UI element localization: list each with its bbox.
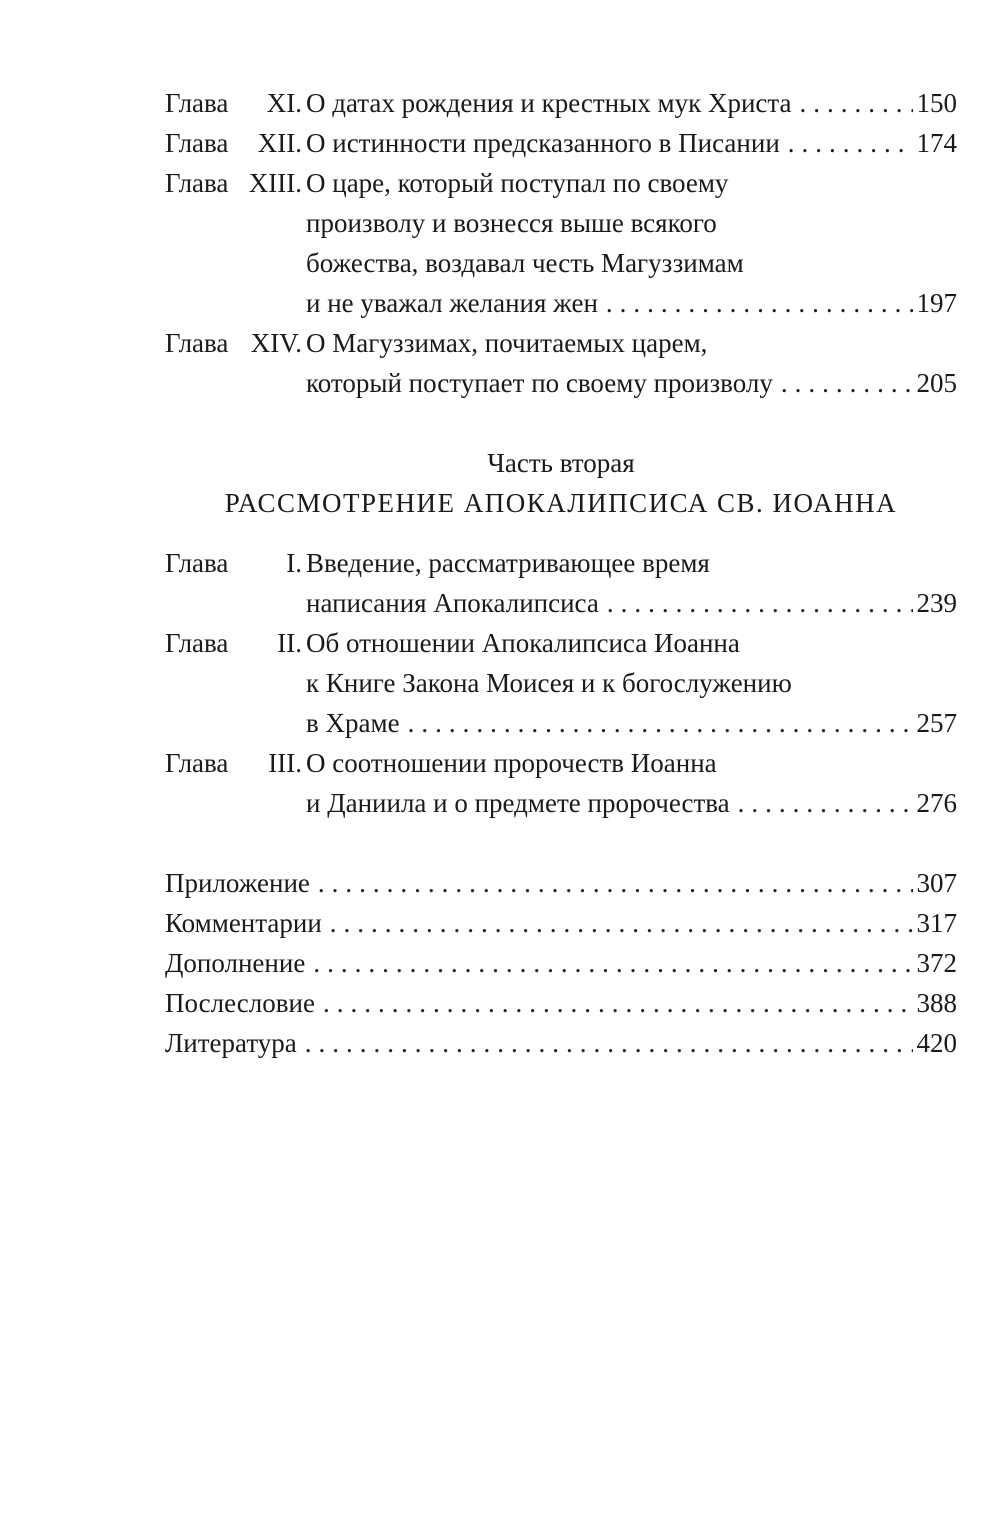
dot-leader bbox=[315, 983, 913, 1023]
toc-line bbox=[165, 123, 957, 163]
toc-line bbox=[165, 323, 957, 363]
toc-line bbox=[165, 623, 957, 663]
dot-leader bbox=[322, 903, 913, 943]
page-number: 307 bbox=[916, 868, 957, 898]
indent bbox=[165, 283, 306, 323]
table-of-contents bbox=[165, 83, 957, 1063]
toc-entry bbox=[165, 83, 957, 123]
chapter-title: произволу и вознесся выше всякого bbox=[306, 208, 717, 238]
chapter-title: который поступает по своему произволу bbox=[306, 368, 773, 398]
indent bbox=[165, 583, 306, 623]
chapter-number: III. bbox=[268, 748, 302, 778]
section-title: Литература bbox=[165, 1028, 297, 1058]
chapter-number: II. bbox=[277, 628, 302, 658]
toc-entry bbox=[165, 983, 957, 1023]
section-title: Дополнение bbox=[165, 948, 306, 978]
toc-entry bbox=[165, 123, 957, 163]
chapter-title: О соотношении пророчеств Иоанна bbox=[306, 748, 717, 778]
toc-line bbox=[165, 363, 957, 403]
chapter-number: XIV. bbox=[250, 328, 302, 358]
chapter-title: О Магуззимах, почитаемых царем, bbox=[306, 328, 708, 358]
page-number: 388 bbox=[916, 988, 957, 1018]
toc-entry bbox=[165, 903, 957, 943]
toc-line bbox=[165, 783, 957, 823]
chapter-title: к Книге Закона Моисея и к богослужению bbox=[306, 668, 792, 698]
toc-entry bbox=[165, 543, 957, 623]
chapter-label: Глава bbox=[165, 548, 229, 578]
chapter-title: и Даниила и о предмете пророчества bbox=[306, 788, 730, 818]
page-number: 205 bbox=[916, 368, 957, 398]
chapter-title: О датах рождения и крестных мук Христа bbox=[306, 88, 792, 118]
chapter-number: I. bbox=[286, 548, 302, 578]
indent bbox=[165, 363, 306, 403]
chapter-label: Глава bbox=[165, 168, 229, 198]
chapter-number: XII. bbox=[257, 128, 302, 158]
section-title: Приложение bbox=[165, 868, 310, 898]
part2-entries bbox=[165, 543, 957, 823]
toc-entry bbox=[165, 623, 957, 743]
section-title: Комментарии bbox=[165, 908, 322, 938]
toc-entry bbox=[165, 863, 957, 903]
dot-leader bbox=[599, 583, 913, 623]
toc-entry bbox=[165, 743, 957, 823]
dot-leader bbox=[400, 703, 913, 743]
dot-leader bbox=[305, 943, 913, 983]
page-number: 174 bbox=[916, 128, 957, 158]
toc-line bbox=[165, 663, 957, 703]
chapter-title: в Храме bbox=[306, 708, 400, 738]
page-number: 197 bbox=[916, 288, 957, 318]
back-matter bbox=[165, 863, 957, 1063]
toc-line bbox=[165, 203, 957, 243]
indent bbox=[165, 783, 306, 823]
toc-entry bbox=[165, 163, 957, 323]
toc-line bbox=[165, 743, 957, 783]
page-number: 150 bbox=[916, 88, 957, 118]
chapter-title: Об отношении Апокалипсиса Иоанна bbox=[306, 628, 740, 658]
page-number: 317 bbox=[916, 908, 957, 938]
chapter-title: О царе, который поступал по своему bbox=[306, 168, 729, 198]
chapter-title: и не уважал желания жен bbox=[306, 288, 598, 318]
indent bbox=[165, 203, 306, 243]
indent bbox=[165, 243, 306, 283]
indent bbox=[165, 703, 306, 743]
chapter-label: Глава bbox=[165, 328, 229, 358]
chapter-title: О истинности предсказанного в Писании bbox=[306, 128, 780, 158]
chapter-number: XI. bbox=[266, 88, 302, 118]
page-number: 372 bbox=[916, 948, 957, 978]
chapter-number: XIII. bbox=[248, 168, 302, 198]
chapter-title: написания Апокалипсиса bbox=[306, 588, 599, 618]
chapter-label: Глава bbox=[165, 628, 229, 658]
page-number: 257 bbox=[916, 708, 957, 738]
toc-entry bbox=[165, 323, 957, 403]
chapter-title: Введение, рассматривающее время bbox=[306, 548, 710, 578]
dot-leader bbox=[310, 863, 913, 903]
dot-leader bbox=[773, 363, 913, 403]
toc-entry bbox=[165, 1023, 957, 1063]
toc-line bbox=[165, 543, 957, 583]
toc-line bbox=[165, 583, 957, 623]
toc-line bbox=[165, 703, 957, 743]
chapter-title: божества, воздавал честь Магуззимам bbox=[306, 248, 744, 278]
dot-leader bbox=[792, 83, 914, 123]
part1-entries bbox=[165, 83, 957, 403]
part-heading: Часть вторая bbox=[487, 448, 635, 478]
indent bbox=[165, 663, 306, 703]
chapter-label: Глава bbox=[165, 128, 229, 158]
chapter-label: Глава bbox=[165, 88, 229, 118]
dot-leader bbox=[297, 1023, 913, 1063]
part-title: РАССМОТРЕНИЕ АПОКАЛИПСИСА СВ. ИОАННА bbox=[224, 488, 898, 518]
dot-leader bbox=[730, 783, 913, 823]
page-number: 420 bbox=[916, 1028, 957, 1058]
page-number: 276 bbox=[916, 788, 957, 818]
chapter-label: Глава bbox=[165, 748, 229, 778]
toc-line bbox=[165, 243, 957, 283]
section-title: Послесловие bbox=[165, 988, 315, 1018]
toc-entry bbox=[165, 943, 957, 983]
page-number: 239 bbox=[916, 588, 957, 618]
toc-line bbox=[165, 83, 957, 123]
dot-leader bbox=[780, 123, 913, 163]
toc-line bbox=[165, 163, 957, 203]
toc-line bbox=[165, 283, 957, 323]
dot-leader bbox=[598, 283, 913, 323]
